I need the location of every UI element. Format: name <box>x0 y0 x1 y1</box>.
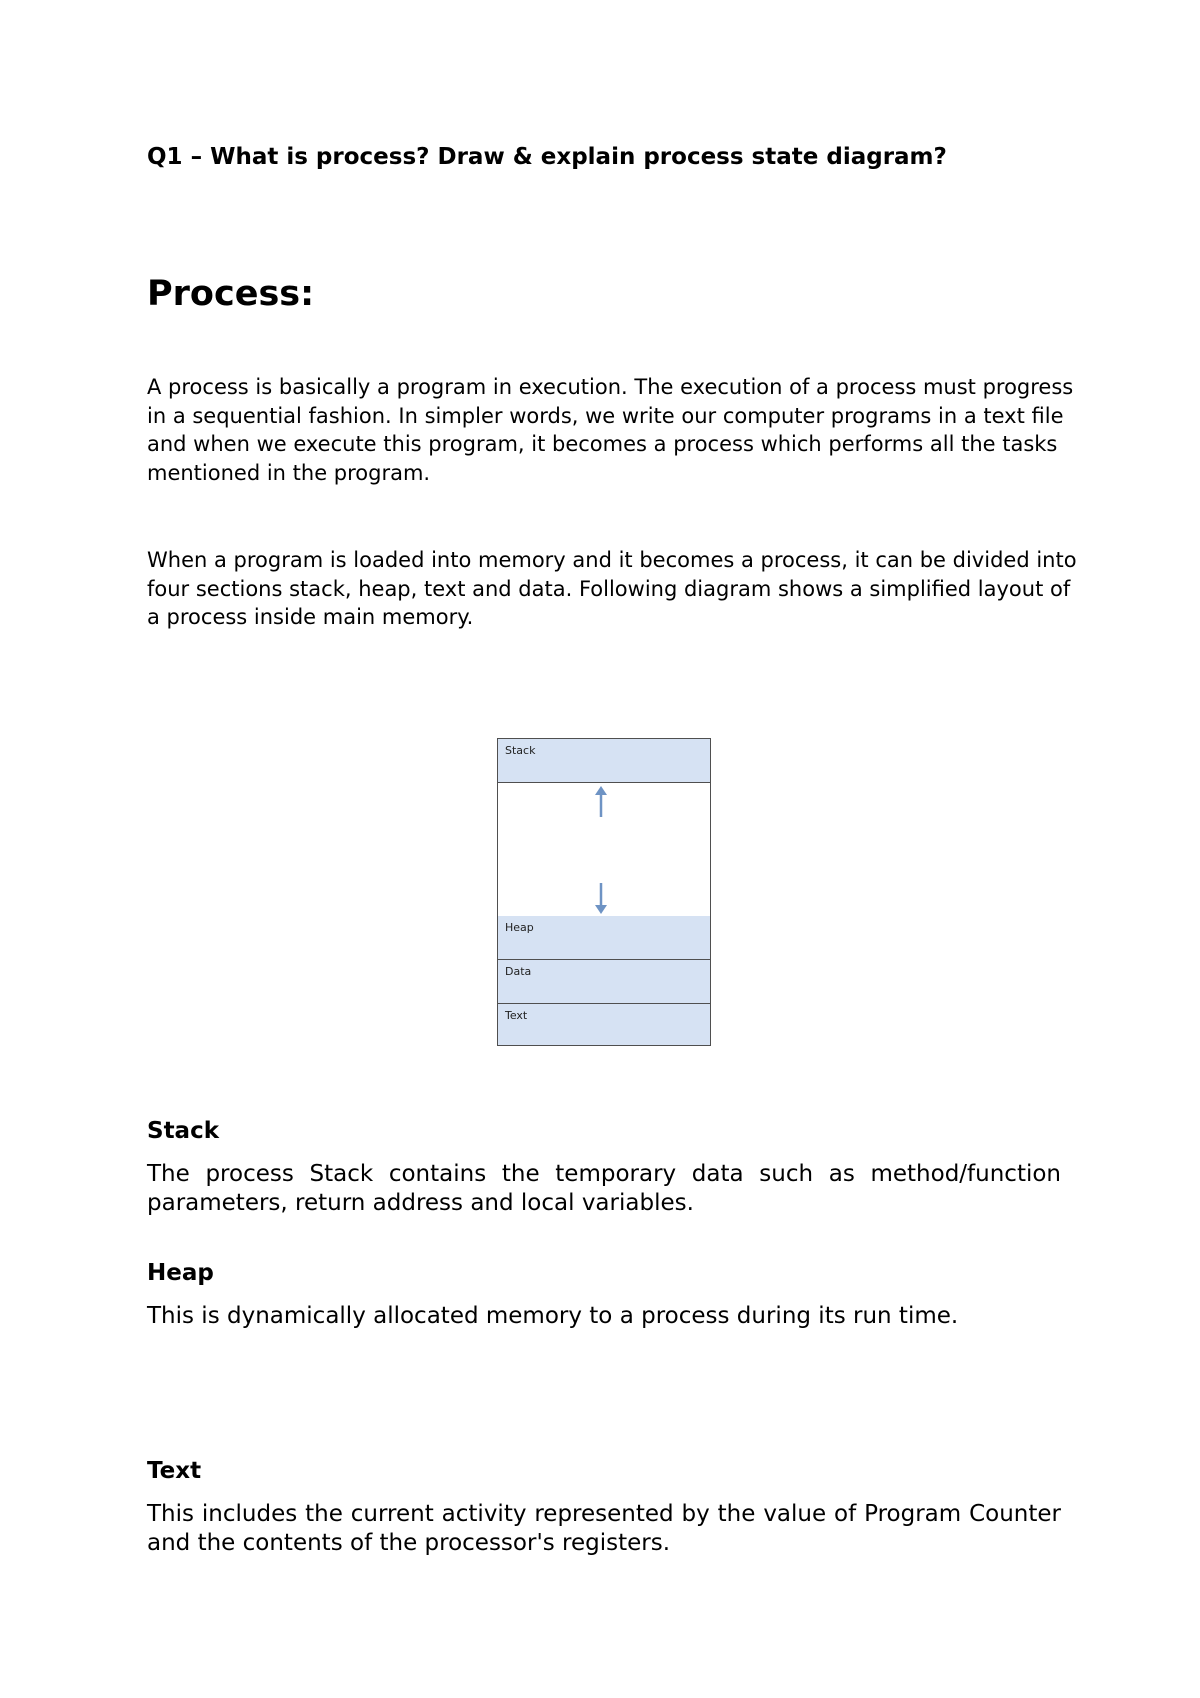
stack-growth-arrow-icon <box>594 786 608 818</box>
stack-heading: Stack <box>147 1118 220 1144</box>
question-heading: Q1 – What is process? Draw & explain process state diagram? <box>147 144 947 170</box>
heap-description: This is dynamically allocated memory to a process during its run time. <box>147 1303 959 1329</box>
memory-paragraph: When a program is loaded into memory and it becomes a process, it can be divided into four sections stack, heap, text and data. Following diagram shows a simplified layout of a process inside main memory. <box>147 548 1077 629</box>
page-title: Process: <box>147 274 315 314</box>
stack-description: The process Stack contains the temporary data such as method/function parameters, return address and local variables. <box>147 1161 1061 1216</box>
heap-growth-arrow-icon <box>594 882 608 914</box>
data-segment-label: Data <box>505 965 532 978</box>
intro-paragraph: A process is basically a program in execution. The execution of a process must progress in a sequential fashion. In simpler words, we write our computer programs in a text file and when we execute this program, it becomes a process which performs all the tasks mentioned in the program. <box>147 375 1074 485</box>
stack-segment <box>498 739 710 783</box>
process-memory-diagram <box>497 738 711 1046</box>
heap-segment <box>498 916 710 960</box>
text-description: This includes the current activity represented by the value of Program Counter and the contents of the processor's registers. <box>147 1501 1061 1556</box>
heap-heading: Heap <box>147 1260 214 1286</box>
heap-segment-label: Heap <box>505 921 534 934</box>
stack-segment-label: Stack <box>505 744 536 757</box>
data-segment <box>498 960 710 1004</box>
text-segment-label: Text <box>505 1009 528 1022</box>
text-segment <box>498 1004 710 1045</box>
text-heading: Text <box>147 1458 202 1484</box>
